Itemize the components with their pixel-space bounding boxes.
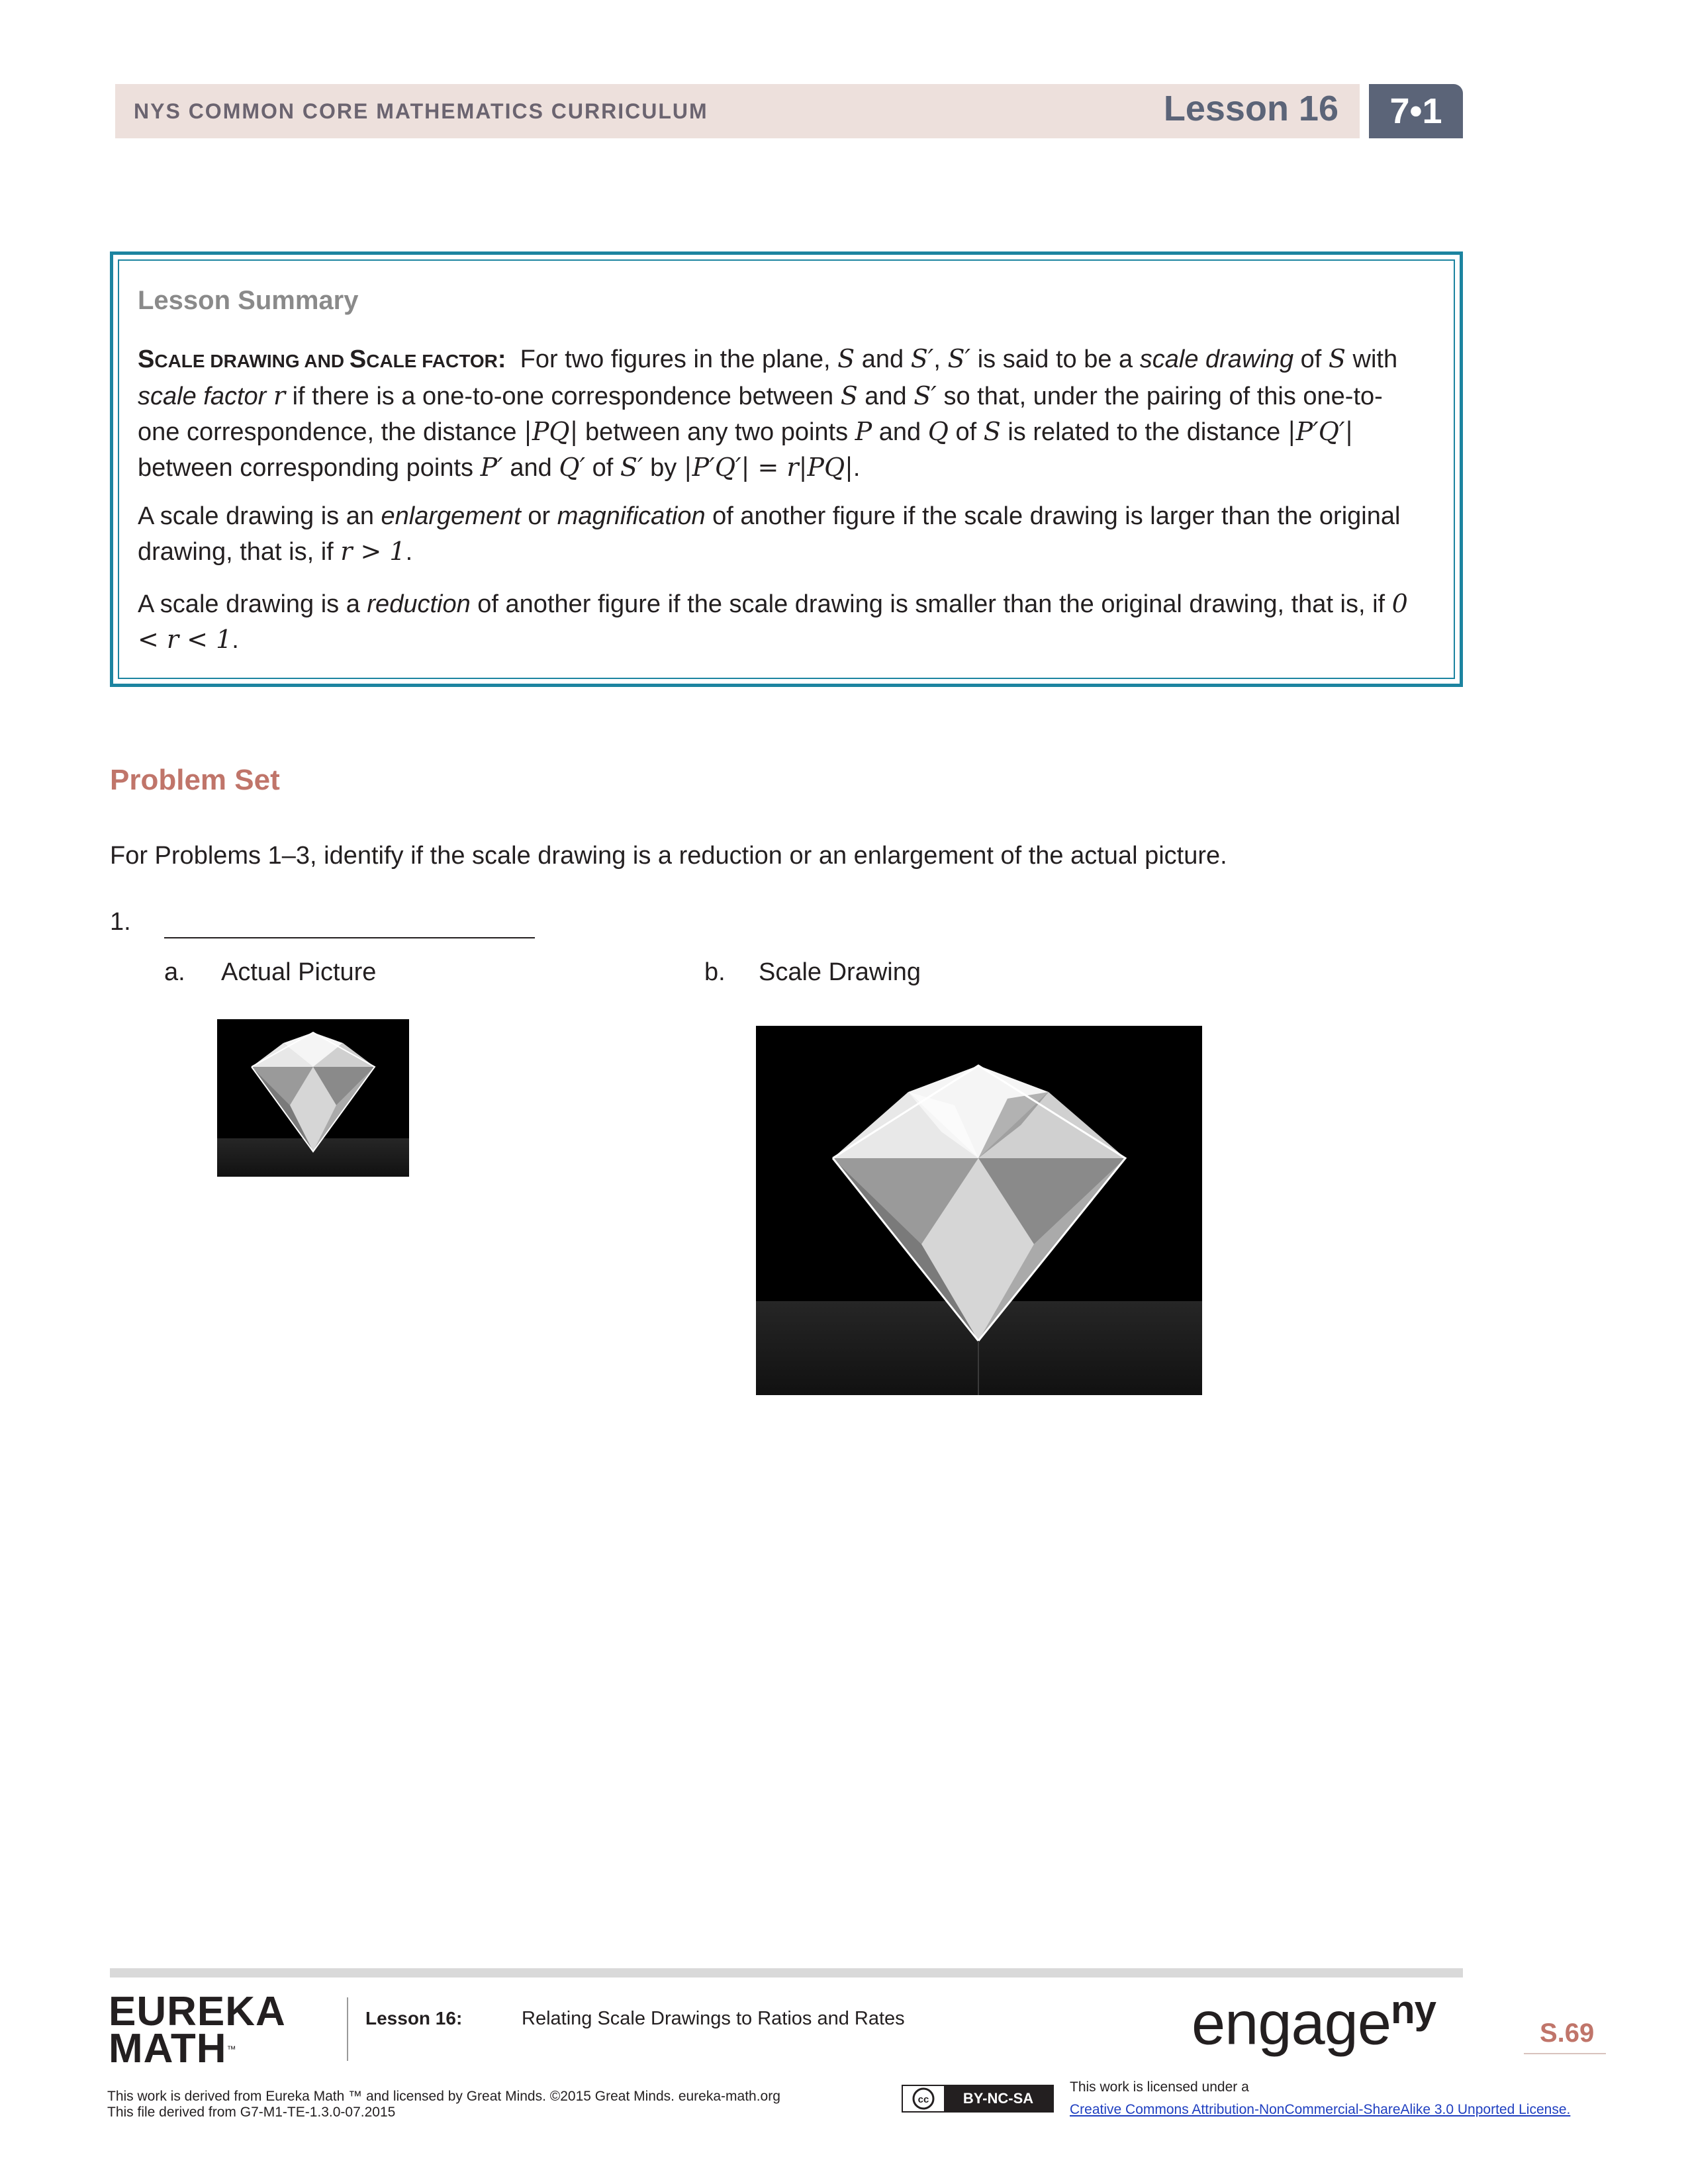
lesson-number: Lesson 16: [1163, 89, 1338, 128]
problem-1-answer-blank[interactable]: [164, 937, 535, 938]
part-a-label: Actual Picture: [221, 958, 377, 986]
part-b-label: Scale Drawing: [759, 958, 921, 986]
enlargement-definition: A scale drawing is an enlargement or magnification of another figure if the scale drawing is larger than the original drawing, that is, if r > 1.: [138, 502, 1401, 566]
problem-set-instructions: For Problems 1–3, identify if the scale drawing is a reduction or an enlargement of the actual picture.: [110, 842, 1227, 870]
derivation-note: This work is derived from Eureka Math ™ and licensed by Great Minds. ©2015 Great Minds. eureka-math.org: [107, 2089, 780, 2104]
part-b-letter: b.: [704, 958, 726, 986]
svg-text:cc: cc: [917, 2094, 929, 2105]
diamond-icon: [756, 1026, 1202, 1395]
scale-drawing-diamond: [756, 1026, 1202, 1395]
page-number: S.69: [1540, 2019, 1595, 2048]
source-file-note: This file derived from G7-M1-TE-1.3.0-07.2015: [107, 2105, 396, 2120]
footer-rule: [110, 1968, 1463, 1978]
engageny-logo: engage$^{ny}$: [1192, 1987, 1436, 2058]
part-a-letter: a.: [164, 958, 185, 986]
diamond-icon: [217, 1019, 409, 1177]
page-number-rule: [1524, 2053, 1606, 2054]
license-link[interactable]: Creative Commons Attribution-NonCommercial-ShareAlike 3.0 Unported License.: [1070, 2102, 1571, 2117]
module-badge: 7•1: [1369, 84, 1463, 138]
lesson-summary-title: Lesson Summary: [138, 286, 359, 315]
scale-drawing-definition: SCALE DRAWING AND SCALE FACTOR: For two figures in the plane, S and S′, S′ is said to be a scale drawing of S with scale factor r if there is a one-to-one correspondence between S and S′ so that, under the pairing of this one-to-one correspondence, the distance |PQ| between any two points P and Q of S is related to the distance |P′Q′| between corresponding points P′ and Q′ of S′ by |P′Q′| = r|PQ|.: [138, 344, 1398, 482]
curriculum-title: NYS COMMON CORE MATHEMATICS CURRICULUM: [134, 99, 708, 123]
cc-license-badge: cc BY-NC-SA: [902, 2085, 1054, 2113]
definition-term: SCALE DRAWING AND SCALE FACTOR:: [138, 345, 506, 373]
footer-divider: [347, 1997, 348, 2061]
problem-1-number: 1.: [110, 908, 131, 936]
footer-lesson-label: Lesson 16:: [365, 2008, 463, 2028]
footer-lesson-topic: Relating Scale Drawings to Ratios and Rates: [522, 2008, 905, 2029]
actual-picture-diamond: [217, 1019, 409, 1177]
license-note: This work is licensed under a: [1070, 2079, 1249, 2095]
reduction-definition: A scale drawing is a reduction of another figure if the scale drawing is smaller than the original drawing, that is, if 0 < r < 1.: [138, 589, 1408, 654]
eureka-math-logo: EUREKA MATH™: [109, 1989, 286, 2071]
creative-commons-icon: [903, 2086, 944, 2111]
problem-set-title: Problem Set: [110, 764, 280, 796]
